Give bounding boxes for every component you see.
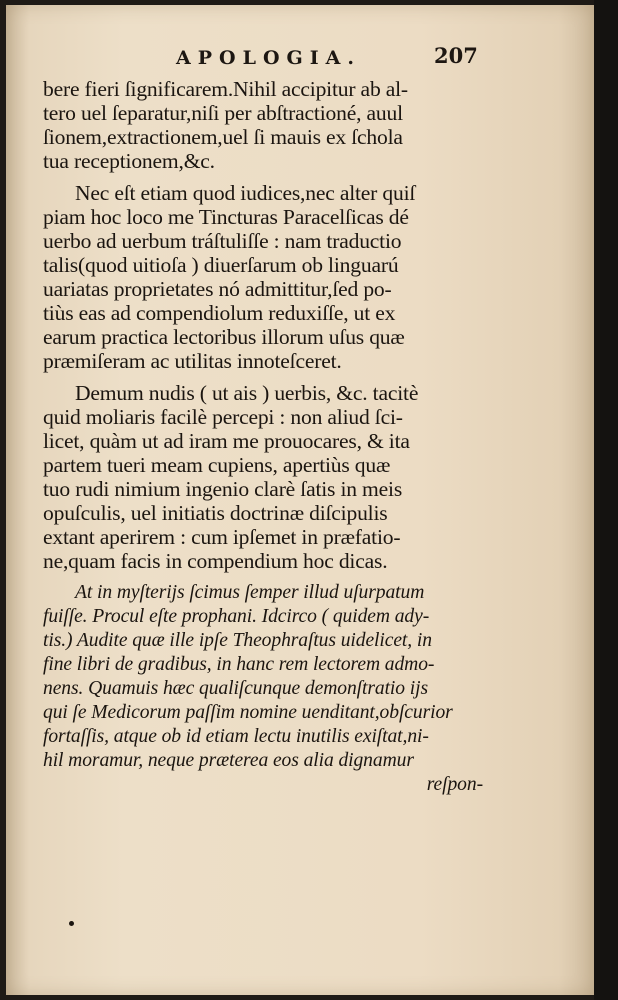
text-line: tiùs eas ad compendiolum reduxiſſe, ut ex <box>43 301 396 325</box>
ink-speck <box>69 921 74 926</box>
paragraph-3 <box>43 381 483 573</box>
text-line: piam hoc loco me Tincturas Paracelſicas dé <box>43 205 409 229</box>
page-header <box>6 43 594 77</box>
quote-line: tis.) Audite quæ ille ipſe Theophraſtus uidelicet, in <box>43 630 432 651</box>
text-line: opuſculis, uel initiatis doctrinæ diſcipulis <box>43 501 388 525</box>
text-line: earum practica lectoribus illorum uſus quæ <box>43 325 405 349</box>
page-number: 207 <box>434 43 478 68</box>
text-line: tua receptionem,&c. <box>43 149 215 173</box>
catchword: reſpon- <box>426 774 483 795</box>
book-page <box>6 5 594 995</box>
text-line: Nec eſt etiam quod iudices,nec alter quiſ <box>75 181 416 205</box>
text-line: tero uel ſeparatur,niſi per abſtractioné, auul <box>43 101 403 125</box>
text-line: talis(quod uitioſa ) diuerſarum ob linguarú <box>43 253 399 277</box>
paragraph-gap <box>43 373 483 381</box>
paragraph-2 <box>43 181 483 373</box>
quote-line: hil moramur, neque præterea eos alia dignamur <box>43 750 414 771</box>
paragraph-1 <box>43 77 483 173</box>
text-line: uerbo ad uerbum tráſtuliſſe : nam traductio <box>43 229 402 253</box>
italic-quotation <box>43 581 483 797</box>
text-line: bere fieri ſignificarem.Nihil accipitur ab al- <box>43 77 408 101</box>
text-line: ſionem,extractionem,uel ſi mauis ex ſchola <box>43 125 403 149</box>
text-line: tuo rudi nimium ingenio clarè ſatis in meis <box>43 477 403 501</box>
text-line: licet, quàm ut ad iram me prouocares, & ita <box>43 429 410 453</box>
quote-line: qui ſe Medicorum paſſim nomine uenditant,obſcurior <box>43 702 453 723</box>
text-line: Demum nudis ( ut ais ) uerbis, &c. tacitè <box>75 381 419 405</box>
quote-line: At in myſterijs ſcimus ſemper illud uſurpatum <box>75 582 425 603</box>
text-line: uariatas proprietates nó admittitur,ſed po- <box>43 277 392 301</box>
text-line: extant aperirem : cum ipſemet in præfatio- <box>43 525 401 549</box>
text-line: quid moliaris facilè percepi : non aliud ſci- <box>43 405 403 429</box>
quote-line: fortaſſis, atque ob id etiam lectu inutilis exiſtat,ni- <box>43 726 429 747</box>
quote-line: fuiſſe. Procul eſte prophani. Idcirco ( quidem ady- <box>43 606 430 627</box>
text-line: partem tueri meam cupiens, apertiùs quæ <box>43 453 391 477</box>
running-head: APOLOGIA. <box>176 47 361 69</box>
paragraph-gap <box>43 173 483 181</box>
paragraph-gap <box>43 573 483 581</box>
body-text <box>43 77 483 797</box>
text-line: præmiſeram ac utilitas innoteſceret. <box>43 349 342 373</box>
quote-line: fine libri de gradibus, in hanc rem lectorem admo- <box>43 654 435 675</box>
book-gutter-shadow <box>594 0 618 1000</box>
text-line: ne,quam facis in compendium hoc dicas. <box>43 549 388 573</box>
quote-line: nens. Quamuis hæc qualiſcunque demonſtratio ijs <box>43 678 428 699</box>
